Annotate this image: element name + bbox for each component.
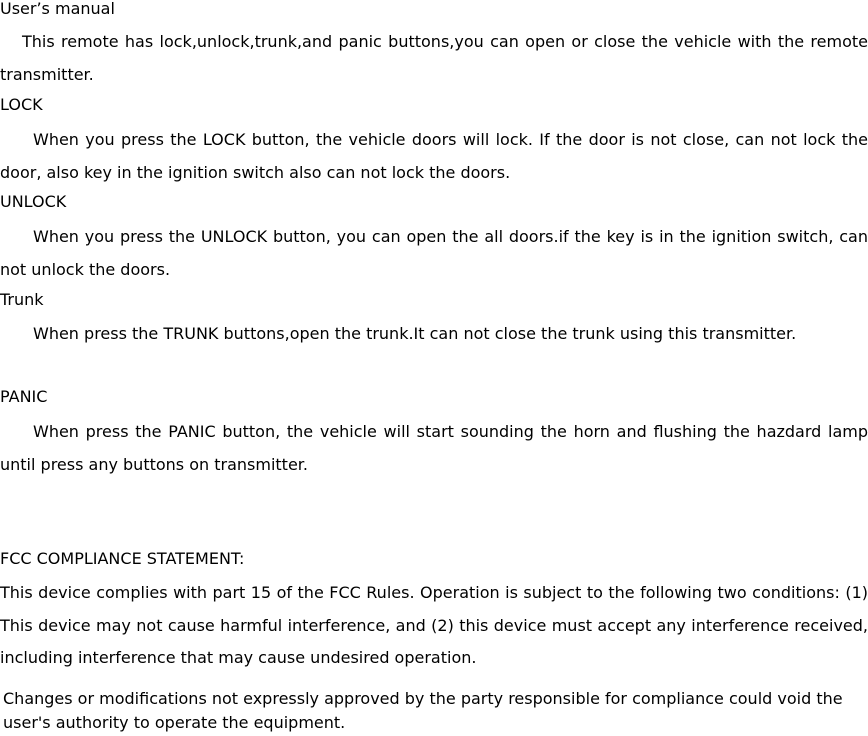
intro-paragraph: This remote has lock,unlock,trunk,and panic buttons,you can open or close the vehicle with the remote transmitter. <box>0 32 868 84</box>
fcc-heading: FCC COMPLIANCE STATEMENT: <box>0 549 245 568</box>
section-heading-panic: PANIC <box>0 387 48 406</box>
section-body-panic: When press the PANIC button, the vehicle will start sounding the horn and flushing the hazdard lamp until press any buttons on transmitter. <box>0 422 868 474</box>
section-body-lock: When you press the LOCK button, the vehicle doors will lock. If the door is not close, can not lock the door, also key in the ignition switch also can not lock the doors. <box>0 130 868 182</box>
fcc-statement: This device complies with part 15 of the FCC Rules. Operation is subject to the following two conditions: (1) This device may not cause harmful interference, and (2) this device must accept any interference received, including interference that may cause undesired operation. <box>0 583 868 667</box>
section-body-trunk: When press the TRUNK buttons,open the trunk.It can not close the trunk using this transmitter. <box>33 324 797 343</box>
section-heading-lock: LOCK <box>0 95 43 114</box>
section-body-unlock: When you press the UNLOCK button, you can open the all doors.if the key is in the ignition switch, can not unlock the doors. <box>0 227 868 279</box>
document-header: User’s manual <box>0 0 115 18</box>
fcc-modification-note: Changes or modifications not expressly approved by the party responsible for compliance could void the user's authority to operate the equipment. <box>3 689 843 732</box>
section-heading-unlock: UNLOCK <box>0 192 67 211</box>
section-heading-trunk: Trunk <box>0 290 44 309</box>
